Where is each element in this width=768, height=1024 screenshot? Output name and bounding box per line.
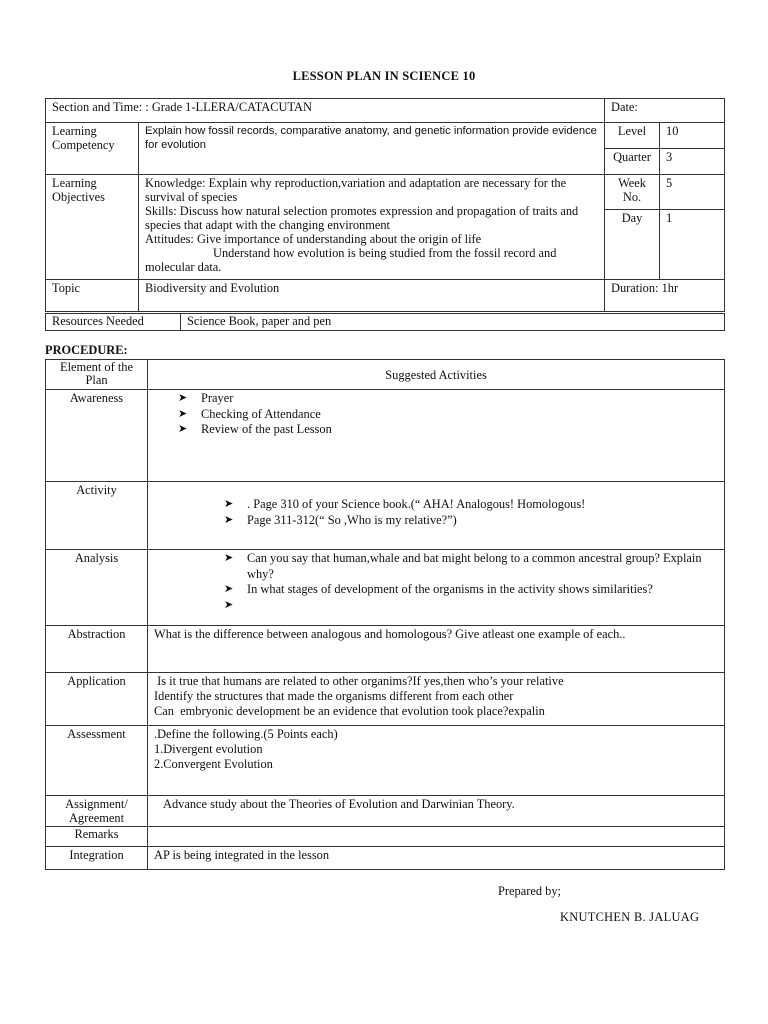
application-line: Is it true that humans are related to other organims?If yes,then who’s your relative bbox=[154, 674, 564, 688]
abstraction-label: Abstraction bbox=[46, 626, 148, 673]
day-value: 1 bbox=[660, 210, 725, 280]
arrow-bullet-icon: ➤ bbox=[224, 552, 234, 564]
objectives-label: Learning Objectives bbox=[46, 175, 139, 280]
competency-text: Explain how fossil records, comparative anatomy, and genetic information provide evidence for evolution bbox=[139, 123, 605, 175]
objectives-text bbox=[139, 175, 605, 280]
application-cell bbox=[148, 673, 725, 726]
arrow-bullet-icon: ➤ bbox=[178, 392, 188, 404]
topic-value: Biodiversity and Evolution bbox=[139, 280, 605, 312]
application-line: Identify the structures that made the organisms different from each other bbox=[154, 689, 514, 703]
assignment-label: Assignment/ Agreement bbox=[46, 796, 148, 827]
list-item: ➤ Page 311-312(“ So ,Who is my relative?”) bbox=[224, 512, 457, 527]
list-item: ➤ Checking of Attendance bbox=[178, 406, 321, 421]
resources-value: Science Book, paper and pen bbox=[181, 314, 725, 331]
topic-label: Topic bbox=[46, 280, 139, 312]
objective-attitudes-2: Understand how evolution is being studied from the fossil record and molecular data. bbox=[145, 246, 557, 274]
analysis-label: Analysis bbox=[46, 550, 148, 626]
abstraction-text: What is the difference between analogous and homologous? Give atleast one example of each.. bbox=[148, 626, 725, 673]
duration-label: Duration: 1hr bbox=[605, 280, 725, 312]
activity-label: Activity bbox=[46, 482, 148, 550]
quarter-value: 3 bbox=[660, 149, 725, 175]
quarter-label: Quarter bbox=[605, 149, 660, 175]
header-table bbox=[45, 98, 725, 312]
integration-label: Integration bbox=[46, 847, 148, 870]
section-time: Section and Time: : Grade 1-LLERA/CATACUTAN bbox=[46, 99, 605, 123]
day-label: Day bbox=[605, 210, 660, 280]
application-label: Application bbox=[46, 673, 148, 726]
resources-table bbox=[45, 313, 725, 331]
col-activities-header: Suggested Activities bbox=[148, 360, 725, 390]
assessment-cell bbox=[148, 726, 725, 796]
competency-label: Learning Competency bbox=[46, 123, 139, 175]
arrow-bullet-icon: ➤ bbox=[224, 583, 234, 595]
objective-skills: Skills: Discuss how natural selection promotes expression and propagation of traits and species that adapt with the changing environment bbox=[145, 204, 579, 232]
teacher-name: KNUTCHEN B. JALUAG bbox=[560, 910, 700, 924]
list-item: ➤ . Page 310 of your Science book.(“ AHA! Analogous! Homologous! bbox=[224, 497, 586, 511]
col-element-header: Element of the Plan bbox=[46, 360, 148, 390]
assignment-text: Advance study about the Theories of Evolution and Darwinian Theory. bbox=[148, 796, 725, 827]
remarks-value bbox=[148, 827, 725, 847]
objective-knowledge: Knowledge: Explain why reproduction,variation and adaptation are necessary for the survival of species bbox=[145, 176, 567, 204]
page-title: LESSON PLAN IN SCIENCE 10 bbox=[292, 69, 476, 83]
prepared-by-label: Prepared by; bbox=[498, 884, 561, 898]
list-item: ➤ Prayer bbox=[178, 391, 234, 405]
activity-cell bbox=[148, 482, 725, 550]
awareness-cell bbox=[148, 390, 725, 482]
analysis-cell bbox=[148, 550, 725, 626]
list-item: ➤ Review of the past Lesson bbox=[178, 422, 332, 436]
arrow-bullet-icon: ➤ bbox=[178, 407, 188, 420]
list-item: ➤ Can you say that human,whale and bat might belong to a common ancestral group? Explain why? bbox=[224, 551, 702, 581]
level-value: 10 bbox=[660, 123, 725, 149]
week-value: 5 bbox=[660, 175, 725, 210]
date-label: Date: bbox=[605, 99, 725, 123]
awareness-label: Awareness bbox=[46, 390, 148, 482]
arrow-bullet-icon: ➤ bbox=[224, 498, 234, 510]
assessment-line: 1.Divergent evolution bbox=[154, 742, 263, 756]
week-label: Week No. bbox=[605, 175, 660, 210]
integration-text: AP is being integrated in the lesson bbox=[148, 847, 725, 870]
remarks-label: Remarks bbox=[46, 827, 148, 847]
arrow-bullet-icon: ➤ bbox=[178, 423, 188, 435]
assessment-line: 2.Convergent Evolution bbox=[154, 757, 273, 771]
application-line: Can embryonic development be an evidence that evolution took place?expalin bbox=[154, 704, 545, 718]
resources-label: Resources Needed bbox=[46, 314, 181, 331]
arrow-bullet-icon: ➤ bbox=[224, 513, 234, 526]
list-item: ➤ In what stages of development of the organisms in the activity shows similarities? bbox=[224, 582, 653, 596]
procedure-table bbox=[45, 359, 725, 870]
assessment-line: .Define the following.(5 Points each) bbox=[154, 727, 338, 741]
assessment-label: Assessment bbox=[46, 726, 148, 796]
level-label: Level bbox=[605, 123, 660, 149]
procedure-label: PROCEDURE: bbox=[45, 343, 128, 357]
objective-attitudes: Attitudes: Give importance of understanding about the origin of life bbox=[145, 232, 482, 246]
arrow-bullet-icon: ➤ bbox=[224, 598, 234, 611]
